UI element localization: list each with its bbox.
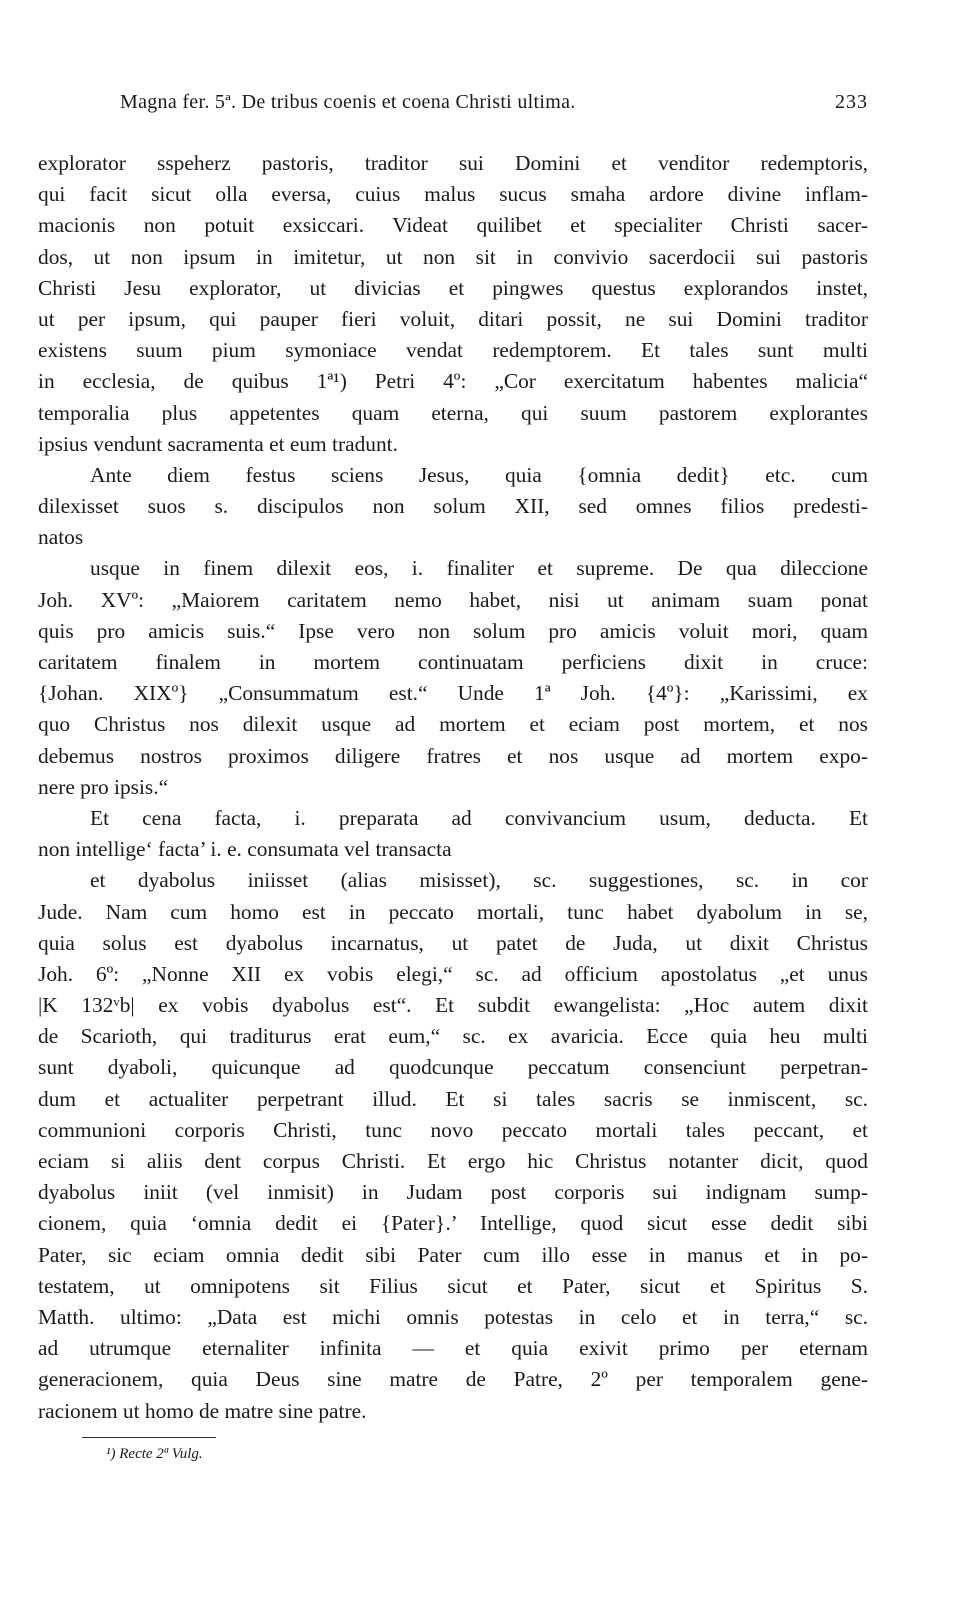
footnote-text: Recte 2ª Vulg. — [119, 1445, 203, 1462]
text-line: ut per ipsum, qui pauper fieri voluit, ditari possit, ne sui Domini traditor — [38, 306, 868, 331]
text-line: testatem, ut omnipotens sit Filius sicut et Pater, sicut et Spiritus S. — [38, 1273, 868, 1298]
text-line: racionem ut homo de matre sine patre. — [38, 1398, 367, 1423]
page-number: 233 — [835, 91, 868, 113]
text-line: |K 132ᵛb| ex vobis dyabolus est“. Et subdit ewangelista: „Hoc autem dixit — [38, 993, 868, 1018]
text-line: Joh. 6º: „Nonne XII ex vobis elegi,“ sc. ad officium apostolatus „et unus — [38, 961, 868, 986]
text-line: cionem, quia ‘omnia dedit ei {Pater}.’ Intellige, quod sicut esse dedit sibi — [38, 1211, 868, 1236]
text-line: explorator sspeherz pastoris, traditor sui Domini et venditor redemptoris, — [38, 151, 868, 175]
text-line: caritatem finalem in mortem continuatam perficiens dixit in cruce: — [38, 650, 868, 674]
text-line: {Johan. XIXº} „Consummatum est.“ Unde 1ª Joh. {4º}: „Karissimi, ex — [38, 681, 868, 706]
text-line: dum et actualiter perpetrant illud. Et si tales sacris se inmiscent, sc. — [38, 1086, 868, 1111]
text-line: Christi Jesu explorator, ut divicias et pingwes questus explorandos instet, — [38, 275, 868, 300]
text-line: de Scarioth, qui traditurus erat eum,“ sc. ex avaricia. Ecce quia heu multi — [38, 1024, 868, 1049]
text-line: communioni corporis Christi, tunc novo peccato mortali tales peccant, et — [38, 1117, 868, 1142]
text-line: Ante diem festus sciens Jesus, quia {omnia dedit} etc. cum — [90, 462, 868, 487]
book-page — [38, 86, 868, 1464]
text-line: nere pro ipsis.“ — [38, 774, 169, 799]
text-line: ipsius vendunt sacramenta et eum tradunt. — [38, 431, 398, 456]
footnote — [106, 1444, 868, 1464]
text-line: dilexisset suos s. discipulos non solum XII, sed omnes filios predesti- — [38, 494, 868, 519]
running-head — [120, 86, 868, 118]
text-line: existens suum pium symoniace vendat redemptorem. Et tales sunt multi — [38, 338, 868, 363]
text-line: ad utrumque eternaliter infinita — et quia exivit primo per eternam — [38, 1336, 868, 1361]
footnote-marker: ¹) — [106, 1445, 116, 1462]
text-line: Matth. ultimo: „Data est michi omnis potestas in celo et in terra,“ sc. — [38, 1304, 868, 1329]
footnote-rule — [82, 1437, 216, 1438]
text-line: generacionem, quia Deus sine matre de Patre, 2º per temporalem gene- — [38, 1367, 868, 1392]
text-line: qui facit sicut olla eversa, cuius malus sucus smaha ardore divine inflam- — [38, 182, 868, 207]
running-title: Magna fer. 5ª. De tribus coenis et coena Christi ultima. — [120, 91, 576, 113]
text-line: in ecclesia, de quibus 1ª¹) Petri 4º: „Cor exercitatum habentes malicia“ — [38, 369, 868, 394]
text-line: dos, ut non ipsum in imitetur, ut non sit in convivio sacerdocii sui pastoris — [38, 244, 868, 269]
text-line: Jude. Nam cum homo est in peccato mortali, tunc habet dyabolum in se, — [38, 899, 868, 924]
text-line: Joh. XVº: „Maiorem caritatem nemo habet, nisi ut animam suam ponat — [38, 587, 868, 612]
text-line: Pater, sic eciam omnia dedit sibi Pater cum illo esse in manus et in po- — [38, 1242, 868, 1267]
text-line: quo Christus nos dilexit usque ad mortem et eciam post mortem, et nos — [38, 712, 868, 737]
text-line: eciam si aliis dent corpus Christi. Et ergo hic Christus notanter dicit, quod — [38, 1149, 868, 1173]
text-line: temporalia plus appetentes quam eterna, qui suum pastorem explorantes — [38, 400, 868, 425]
text-line: debemus nostros proximos diligere fratres et nos usque ad mortem expo- — [38, 743, 868, 768]
text-line: dyabolus iniit (vel inmisit) in Judam post corporis sui indignam sump- — [38, 1180, 868, 1205]
text-line: usque in finem dilexit eos, i. finaliter et supreme. De qua dileccione — [90, 556, 868, 581]
text-line: Et cena facta, i. preparata ad convivancium usum, deducta. Et — [90, 805, 868, 830]
text-line: quia solus est dyabolus incarnatus, ut patet de Juda, ut dixit Christus — [38, 930, 868, 955]
body-text — [38, 148, 868, 1427]
text-line: non intellige‘ facta’ i. e. consumata vel transacta — [38, 837, 452, 862]
text-line: macionis non potuit exsiccari. Videat quilibet et specialiter Christi sacer- — [38, 213, 868, 238]
text-line: natos — [38, 525, 84, 550]
text-line: sunt dyaboli, quicunque ad quodcunque peccatum consenciunt perpetran- — [38, 1055, 868, 1080]
text-line: quis pro amicis suis.“ Ipse vero non solum pro amicis voluit mori, quam — [38, 618, 868, 643]
text-line: et dyabolus iniisset (alias misisset), sc. suggestiones, sc. in cor — [90, 868, 868, 893]
